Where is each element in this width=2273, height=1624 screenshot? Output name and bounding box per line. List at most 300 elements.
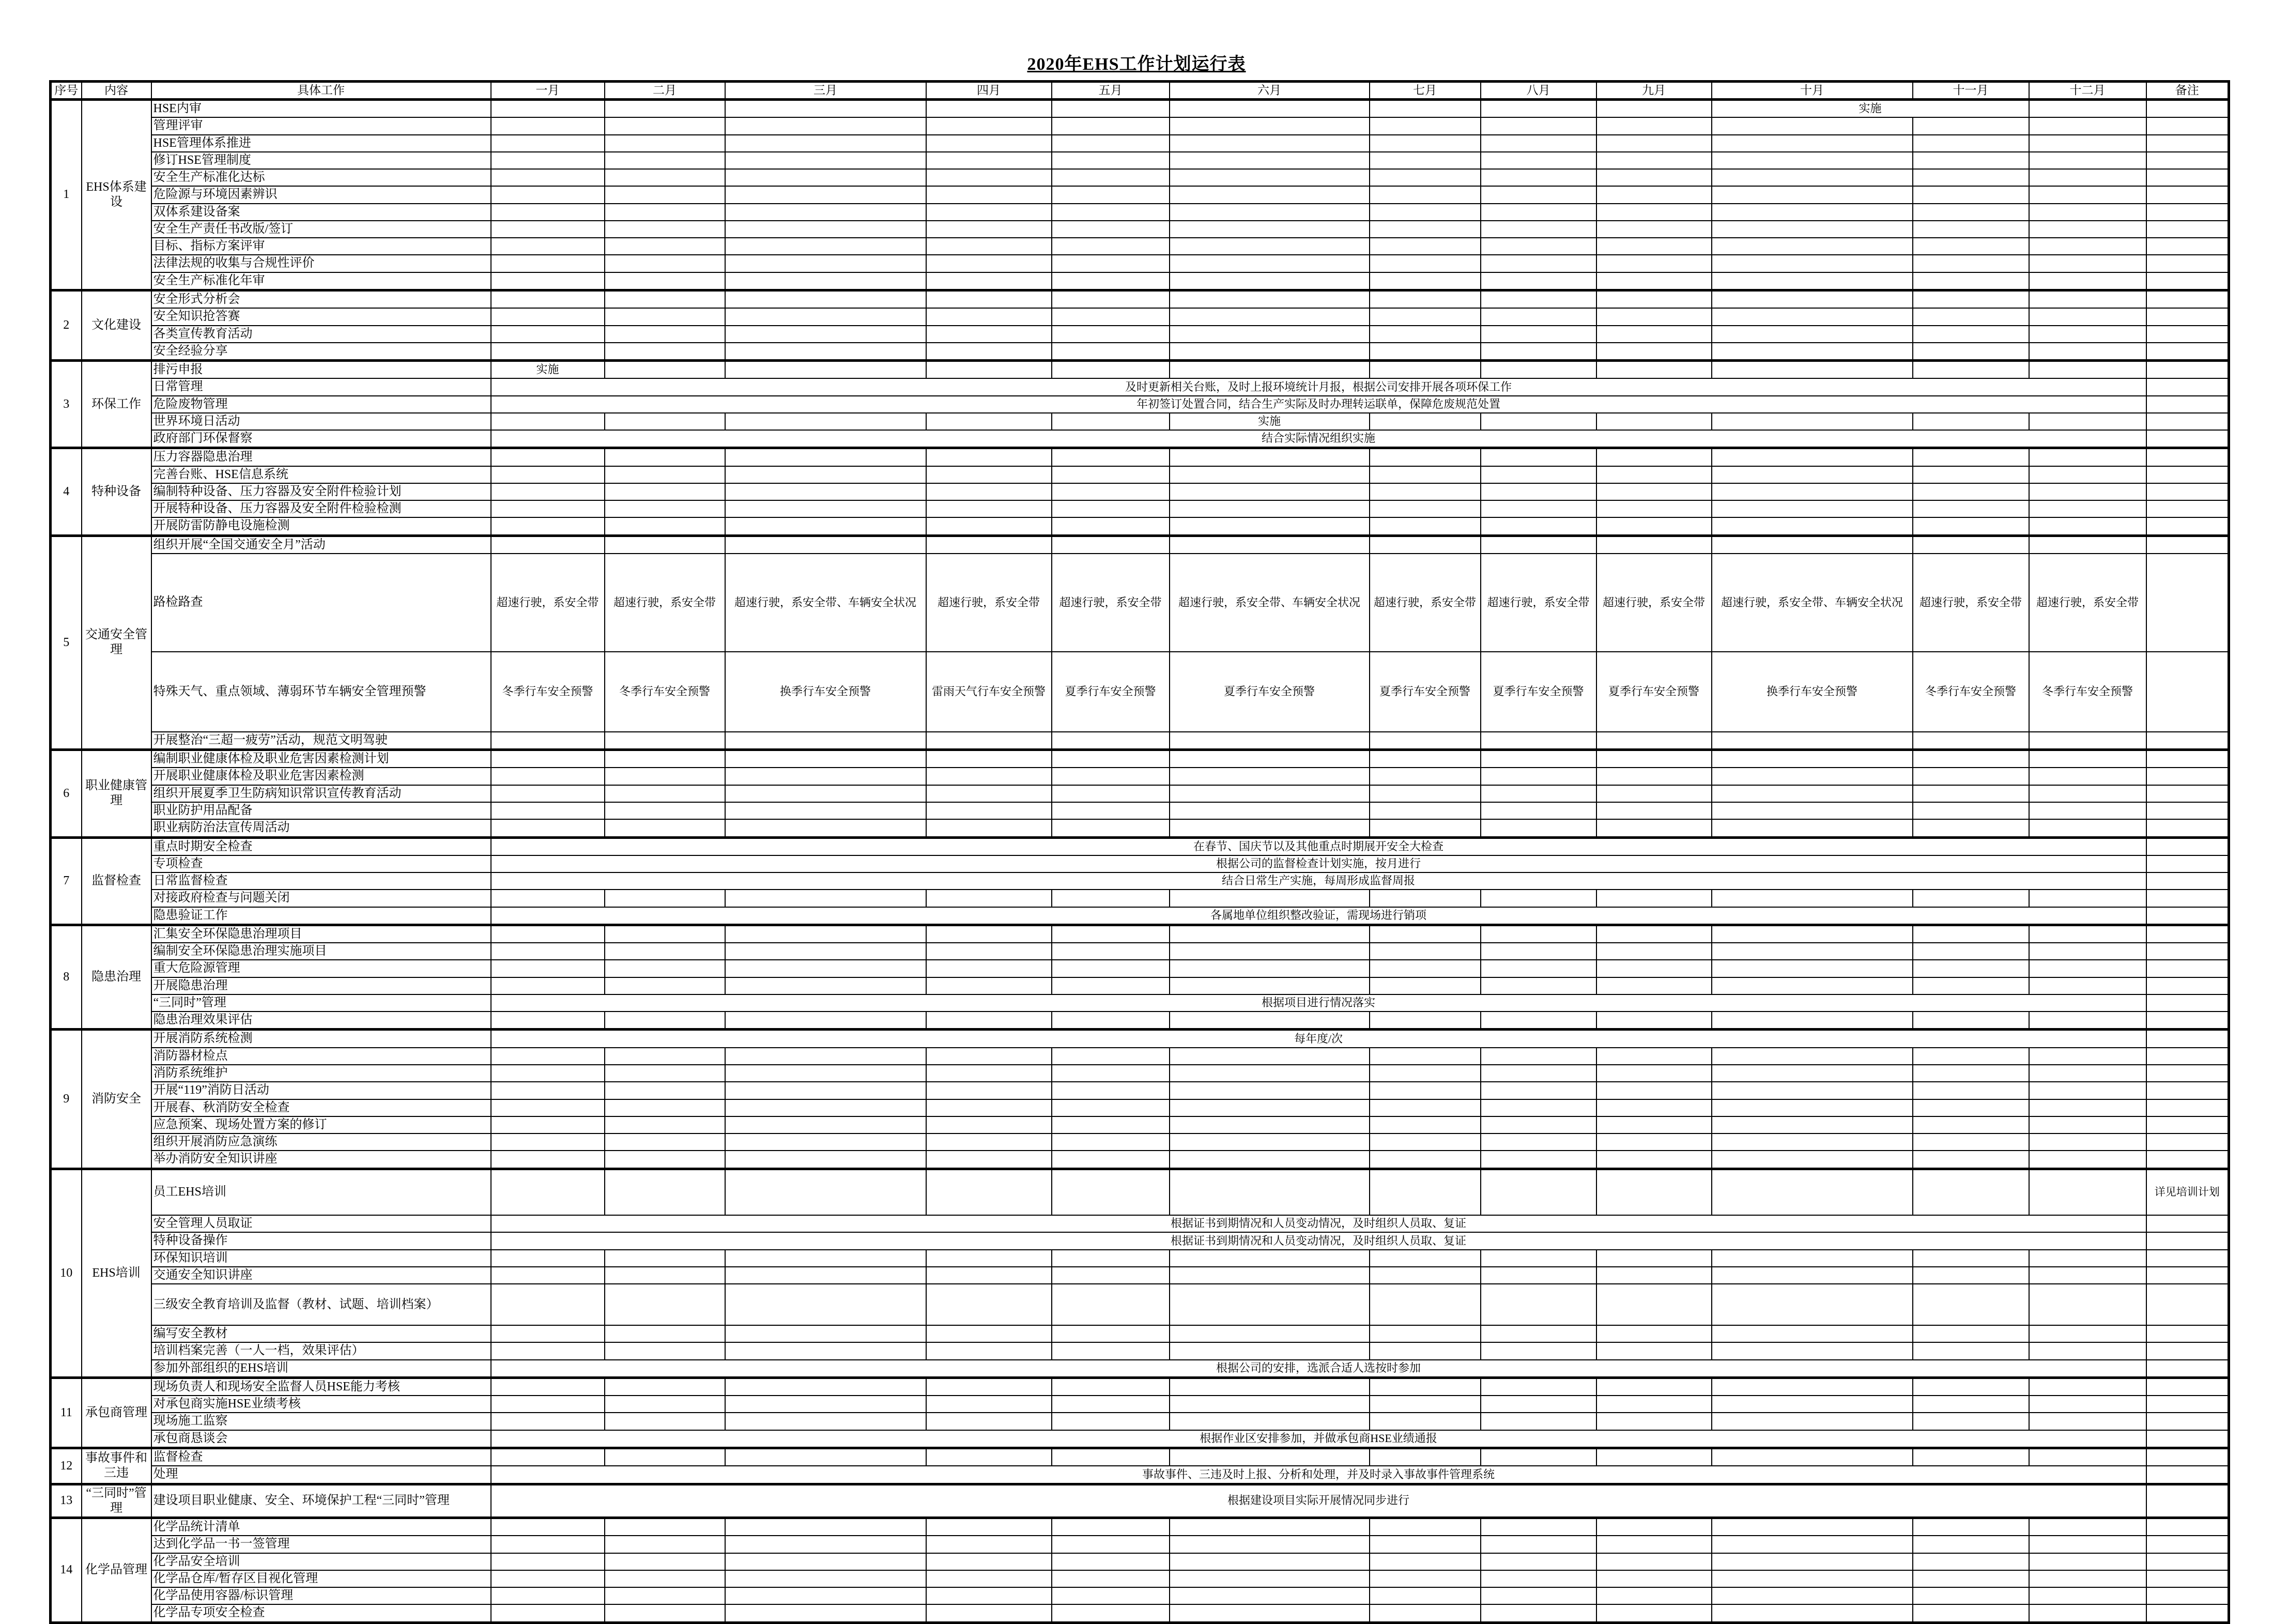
- month-cell: [1596, 1413, 1712, 1430]
- month-cell: [1596, 1267, 1712, 1284]
- table-row: [51, 732, 2229, 750]
- month-cell: [491, 1267, 605, 1284]
- month-cell: [1170, 448, 1370, 466]
- month-cell: [1712, 1012, 1913, 1030]
- month-cell: [2029, 1151, 2146, 1169]
- table-row: [51, 221, 2229, 238]
- month-cell: [491, 1377, 605, 1396]
- work-cell: 交通安全知识讲座: [151, 1267, 491, 1284]
- work-cell: 特殊天气、重点领域、薄弱环节车辆安全管理预警: [151, 652, 491, 732]
- month-cell: [1481, 768, 1596, 785]
- remark-cell: [2146, 1570, 2229, 1587]
- month-cell: [1712, 1536, 1913, 1553]
- month-cell: [926, 943, 1052, 960]
- month-cell: [1370, 1082, 1481, 1099]
- month-cell: [1370, 500, 1481, 517]
- month-cell: [1052, 960, 1170, 977]
- section-category-cell: 化学品管理: [82, 1518, 151, 1623]
- month-cell: [1370, 960, 1481, 977]
- month-cell: [1913, 1448, 2029, 1466]
- month-cell: [1052, 466, 1170, 483]
- remark-cell: [2146, 819, 2229, 837]
- month-cell: [605, 152, 725, 169]
- month-cell: [1052, 1325, 1170, 1342]
- month-cell: [725, 221, 926, 238]
- remark-cell: [2146, 802, 2229, 819]
- section-number-cell: 13: [51, 1484, 82, 1518]
- month-cell: [1170, 221, 1370, 238]
- month-cell: [1170, 1133, 1370, 1151]
- month-cell: [1481, 1099, 1596, 1116]
- month-cell: [2029, 1413, 2146, 1430]
- month-cell: [491, 1082, 605, 1099]
- month-cell: [1370, 1116, 1481, 1133]
- month-cell: [725, 135, 926, 152]
- month-cell: [1481, 943, 1596, 960]
- month-cell: [725, 1169, 926, 1215]
- table-row: [51, 466, 2229, 483]
- month-cell: [605, 1012, 725, 1030]
- month-cell: [1052, 768, 1170, 785]
- month-cell: [2029, 308, 2146, 325]
- month-cell: [605, 1048, 725, 1065]
- remark-cell: [2146, 732, 2229, 750]
- month-cell: 及时更新相关台账，及时上报环境统计月报，根据公司安排开展各项环保工作: [491, 378, 2146, 395]
- month-cell: [491, 413, 605, 430]
- column-header-m8: 八月: [1481, 82, 1596, 100]
- month-cell: [491, 1169, 605, 1215]
- month-cell: [1481, 1065, 1596, 1082]
- work-cell: 员工EHS培训: [151, 1169, 491, 1215]
- month-cell: [725, 1377, 926, 1396]
- month-cell: [926, 186, 1052, 203]
- month-cell: [1170, 169, 1370, 186]
- month-cell: [1481, 1133, 1596, 1151]
- month-cell: [1913, 943, 2029, 960]
- month-cell: [1370, 732, 1481, 750]
- month-cell: [1596, 925, 1712, 943]
- month-cell: [1712, 290, 1913, 308]
- month-cell: [1596, 1570, 1712, 1587]
- month-cell: [1052, 1518, 1170, 1536]
- month-cell: [491, 1570, 605, 1587]
- month-cell: [725, 448, 926, 466]
- work-cell: 编制特种设备、压力容器及安全附件检验计划: [151, 483, 491, 500]
- remark-cell: [2146, 960, 2229, 977]
- column-header-m1: 一月: [491, 82, 605, 100]
- month-cell: [926, 1518, 1052, 1536]
- month-cell: [1596, 448, 1712, 466]
- month-cell: [491, 1448, 605, 1466]
- work-cell: 对承包商实施HSE业绩考核: [151, 1396, 491, 1413]
- month-cell: [1170, 1448, 1370, 1466]
- month-cell: [605, 448, 725, 466]
- month-cell: [605, 750, 725, 768]
- month-cell: [2029, 1325, 2146, 1342]
- month-cell: [1052, 1553, 1170, 1570]
- month-cell: [491, 802, 605, 819]
- remark-cell: [2146, 1360, 2229, 1378]
- table-row: [51, 1065, 2229, 1082]
- column-header-work: 具体工作: [151, 82, 491, 100]
- month-cell: [605, 361, 725, 379]
- month-cell: [1170, 977, 1370, 994]
- month-cell: [1712, 1587, 1913, 1604]
- month-cell: [1712, 1448, 1913, 1466]
- table-row: [51, 1030, 2229, 1048]
- month-cell: [1170, 750, 1370, 768]
- month-cell: [926, 890, 1052, 907]
- month-cell: [1481, 343, 1596, 361]
- month-cell: 超速行驶，系安全带: [1596, 554, 1712, 652]
- month-cell: [926, 117, 1052, 134]
- month-cell: [605, 535, 725, 554]
- month-cell: [605, 204, 725, 221]
- month-cell: [1481, 204, 1596, 221]
- month-cell: [725, 361, 926, 379]
- section-category-cell: 文化建设: [82, 290, 151, 360]
- remark-cell: [2146, 396, 2229, 413]
- table-row: [51, 152, 2229, 169]
- month-cell: [926, 500, 1052, 517]
- month-cell: [1052, 819, 1170, 837]
- remark-cell: [2146, 925, 2229, 943]
- month-cell: [1913, 169, 2029, 186]
- table-row: [51, 517, 2229, 535]
- month-cell: [1052, 1587, 1170, 1604]
- month-cell: [1913, 960, 2029, 977]
- work-cell: 组织开展“全国交通安全月”活动: [151, 535, 491, 554]
- month-cell: [1052, 943, 1170, 960]
- month-cell: [725, 290, 926, 308]
- remark-cell: [2146, 750, 2229, 768]
- month-cell: [2029, 1250, 2146, 1267]
- work-cell: 重点时期安全检查: [151, 837, 491, 855]
- month-cell: [605, 802, 725, 819]
- month-cell: [2029, 785, 2146, 802]
- work-cell: 政府部门环保督察: [151, 430, 491, 448]
- month-cell: [1481, 152, 1596, 169]
- remark-cell: [2146, 221, 2229, 238]
- month-cell: [926, 732, 1052, 750]
- work-cell: 监督检查: [151, 1448, 491, 1466]
- column-header-m6: 六月: [1170, 82, 1370, 100]
- month-cell: [1481, 750, 1596, 768]
- month-cell: [605, 1570, 725, 1587]
- month-cell: [1596, 135, 1712, 152]
- month-cell: [1913, 1553, 2029, 1570]
- month-cell: [605, 1342, 725, 1359]
- month-cell: [725, 308, 926, 325]
- month-cell: [1481, 1448, 1596, 1466]
- month-cell: [1370, 1169, 1481, 1215]
- month-cell: [491, 535, 605, 554]
- month-cell: [1481, 1082, 1596, 1099]
- section-number-cell: 4: [51, 448, 82, 535]
- work-cell: 职业防护用品配备: [151, 802, 491, 819]
- month-cell: [1170, 152, 1370, 169]
- month-cell: [1481, 238, 1596, 255]
- month-cell: [926, 255, 1052, 272]
- month-cell: [1052, 186, 1170, 203]
- table-row: [51, 1133, 2229, 1151]
- month-cell: [1712, 977, 1913, 994]
- month-cell: [1712, 1169, 1913, 1215]
- month-cell: [1712, 1396, 1913, 1413]
- month-cell: [1052, 1082, 1170, 1099]
- month-cell: [1596, 1587, 1712, 1604]
- table-row: [51, 204, 2229, 221]
- month-cell: [1596, 152, 1712, 169]
- month-cell: [605, 1396, 725, 1413]
- month-cell: [605, 483, 725, 500]
- month-cell: [605, 221, 725, 238]
- month-cell: [1596, 204, 1712, 221]
- month-cell: [926, 169, 1052, 186]
- month-cell: [725, 326, 926, 343]
- table-row: [51, 1215, 2229, 1232]
- month-cell: [1370, 1342, 1481, 1359]
- month-cell: [1596, 1377, 1712, 1396]
- month-cell: [1913, 448, 2029, 466]
- month-cell: [1481, 169, 1596, 186]
- month-cell: [2029, 361, 2146, 379]
- month-cell: [1052, 135, 1170, 152]
- remark-cell: [2146, 1325, 2229, 1342]
- month-cell: [1712, 326, 1913, 343]
- remark-cell: [2146, 466, 2229, 483]
- month-cell: [605, 1267, 725, 1284]
- month-cell: [1913, 152, 2029, 169]
- month-cell: 每年度/次: [491, 1030, 2146, 1048]
- month-cell: 根据公司的安排，选派合适人选按时参加: [491, 1360, 2146, 1378]
- section-number-cell: 5: [51, 535, 82, 750]
- month-cell: [491, 255, 605, 272]
- month-cell: [725, 1536, 926, 1553]
- month-cell: 超速行驶，系安全带: [926, 554, 1052, 652]
- month-cell: [926, 517, 1052, 535]
- month-cell: [1596, 785, 1712, 802]
- month-cell: [1370, 802, 1481, 819]
- table-row: [51, 483, 2229, 500]
- work-cell: 日常监督检查: [151, 872, 491, 890]
- month-cell: [1370, 977, 1481, 994]
- table-row: [51, 1430, 2229, 1448]
- month-cell: [1712, 1342, 1913, 1359]
- month-cell: [1913, 785, 2029, 802]
- month-cell: [1370, 221, 1481, 238]
- month-cell: [605, 1553, 725, 1570]
- month-cell: [491, 925, 605, 943]
- month-cell: [1170, 1396, 1370, 1413]
- month-cell: [1481, 1396, 1596, 1413]
- month-cell: [725, 1413, 926, 1430]
- month-cell: [605, 1133, 725, 1151]
- month-cell: [1913, 255, 2029, 272]
- month-cell: [1481, 517, 1596, 535]
- remark-cell: [2146, 768, 2229, 785]
- month-cell: [1170, 1553, 1370, 1570]
- month-cell: [1052, 272, 1170, 290]
- month-cell: [926, 100, 1052, 118]
- month-cell: 夏季行车安全预警: [1052, 652, 1170, 732]
- table-row: [51, 1377, 2229, 1396]
- month-cell: [605, 819, 725, 837]
- month-cell: [1481, 361, 1596, 379]
- table-row: [51, 1169, 2229, 1215]
- month-cell: [1370, 890, 1481, 907]
- month-cell: [605, 255, 725, 272]
- month-cell: [926, 802, 1052, 819]
- month-cell: [1370, 1518, 1481, 1536]
- work-cell: 组织开展消防应急演练: [151, 1133, 491, 1151]
- month-cell: [1481, 255, 1596, 272]
- month-cell: [1481, 1518, 1596, 1536]
- month-cell: 各属地单位组织整改验证，需现场进行销项: [491, 907, 2146, 925]
- month-cell: [1596, 238, 1712, 255]
- month-cell: [1170, 272, 1370, 290]
- month-cell: [926, 413, 1052, 430]
- month-cell: [1370, 186, 1481, 203]
- month-cell: [2029, 890, 2146, 907]
- month-cell: [2029, 466, 2146, 483]
- remark-cell: [2146, 1151, 2229, 1169]
- month-cell: [1052, 152, 1170, 169]
- month-cell: [725, 1587, 926, 1604]
- month-cell: [491, 1518, 605, 1536]
- work-cell: 化学品使用容器/标识管理: [151, 1587, 491, 1604]
- work-cell: 开展隐患治理: [151, 977, 491, 994]
- month-cell: [725, 169, 926, 186]
- month-cell: [491, 1587, 605, 1604]
- month-cell: [2029, 413, 2146, 430]
- month-cell: [2029, 977, 2146, 994]
- month-cell: [2029, 943, 2146, 960]
- remark-cell: [2146, 1099, 2229, 1116]
- month-cell: [1052, 1413, 1170, 1430]
- month-cell: [1370, 413, 1481, 430]
- month-cell: [1170, 1048, 1370, 1065]
- table-row: [51, 907, 2229, 925]
- month-cell: [2029, 1284, 2146, 1325]
- table-row: [51, 1518, 2229, 1536]
- month-cell: 超速行驶，系安全带: [605, 554, 725, 652]
- month-cell: [926, 1082, 1052, 1099]
- month-cell: [605, 1151, 725, 1169]
- month-cell: [1370, 1133, 1481, 1151]
- month-cell: [1481, 466, 1596, 483]
- work-cell: 隐患治理效果评估: [151, 1012, 491, 1030]
- month-cell: [491, 943, 605, 960]
- month-cell: [2029, 290, 2146, 308]
- work-cell: 世界环境日活动: [151, 413, 491, 430]
- month-cell: [1913, 1151, 2029, 1169]
- month-cell: [1170, 1413, 1370, 1430]
- month-cell: [1913, 1604, 2029, 1622]
- work-cell: “三同时”管理: [151, 994, 491, 1012]
- month-cell: [1712, 135, 1913, 152]
- month-cell: [2029, 1570, 2146, 1587]
- month-cell: [1712, 169, 1913, 186]
- month-cell: [725, 925, 926, 943]
- month-cell: [725, 768, 926, 785]
- month-cell: [1170, 255, 1370, 272]
- month-cell: [1481, 819, 1596, 837]
- month-cell: [1052, 290, 1170, 308]
- month-cell: [1481, 413, 1596, 430]
- month-cell: [1052, 1342, 1170, 1359]
- remark-cell: [2146, 1215, 2229, 1232]
- month-cell: 根据作业区安排参加，并做承包商HSE业绩通报: [491, 1430, 2146, 1448]
- work-cell: 特种设备操作: [151, 1232, 491, 1249]
- month-cell: [1170, 483, 1370, 500]
- work-cell: 完善台账、HSE信息系统: [151, 466, 491, 483]
- month-cell: [1913, 1012, 2029, 1030]
- month-cell: [1596, 1048, 1712, 1065]
- month-cell: [926, 466, 1052, 483]
- month-cell: [926, 1342, 1052, 1359]
- table-row: [51, 272, 2229, 290]
- month-cell: [1596, 500, 1712, 517]
- month-cell: [1052, 535, 1170, 554]
- month-cell: [1481, 272, 1596, 290]
- month-cell: [605, 960, 725, 977]
- month-cell: [2029, 221, 2146, 238]
- section-category-cell: 环保工作: [82, 361, 151, 448]
- work-cell: 现场负责人和现场安全监督人员HSE能力考核: [151, 1377, 491, 1396]
- month-cell: [605, 1169, 725, 1215]
- remark-cell: [2146, 448, 2229, 466]
- month-cell: [2029, 1267, 2146, 1284]
- month-cell: [725, 1048, 926, 1065]
- month-cell: [926, 1396, 1052, 1413]
- month-cell: [1370, 361, 1481, 379]
- work-cell: 安全经验分享: [151, 343, 491, 361]
- month-cell: [1370, 1284, 1481, 1325]
- work-cell: 目标、指标方案评审: [151, 238, 491, 255]
- month-cell: [926, 448, 1052, 466]
- month-cell: [926, 343, 1052, 361]
- month-cell: [725, 100, 926, 118]
- work-cell: 开展春、秋消防安全检查: [151, 1099, 491, 1116]
- month-cell: [1370, 1267, 1481, 1284]
- month-cell: [1052, 1284, 1170, 1325]
- month-cell: [491, 466, 605, 483]
- section-number-cell: 2: [51, 290, 82, 360]
- work-cell: 达到化学品一书一签管理: [151, 1536, 491, 1553]
- table-row: [51, 1536, 2229, 1553]
- month-cell: [1712, 1048, 1913, 1065]
- month-cell: [725, 272, 926, 290]
- table-row: [51, 960, 2229, 977]
- month-cell: [491, 326, 605, 343]
- month-cell: [2029, 135, 2146, 152]
- month-cell: [1913, 413, 2029, 430]
- work-cell: 安全知识抢答赛: [151, 308, 491, 325]
- remark-cell: [2146, 204, 2229, 221]
- month-cell: [1596, 1518, 1712, 1536]
- section-category-cell: 消防安全: [82, 1030, 151, 1169]
- month-cell: 超速行驶，系安全带: [1913, 554, 2029, 652]
- month-cell: [1052, 169, 1170, 186]
- column-header-m12: 十二月: [2029, 82, 2146, 100]
- month-cell: [2029, 1536, 2146, 1553]
- work-cell: 举办消防安全知识讲座: [151, 1151, 491, 1169]
- month-cell: [491, 1284, 605, 1325]
- month-cell: [2029, 1448, 2146, 1466]
- table-row: [51, 378, 2229, 395]
- month-cell: [2029, 483, 2146, 500]
